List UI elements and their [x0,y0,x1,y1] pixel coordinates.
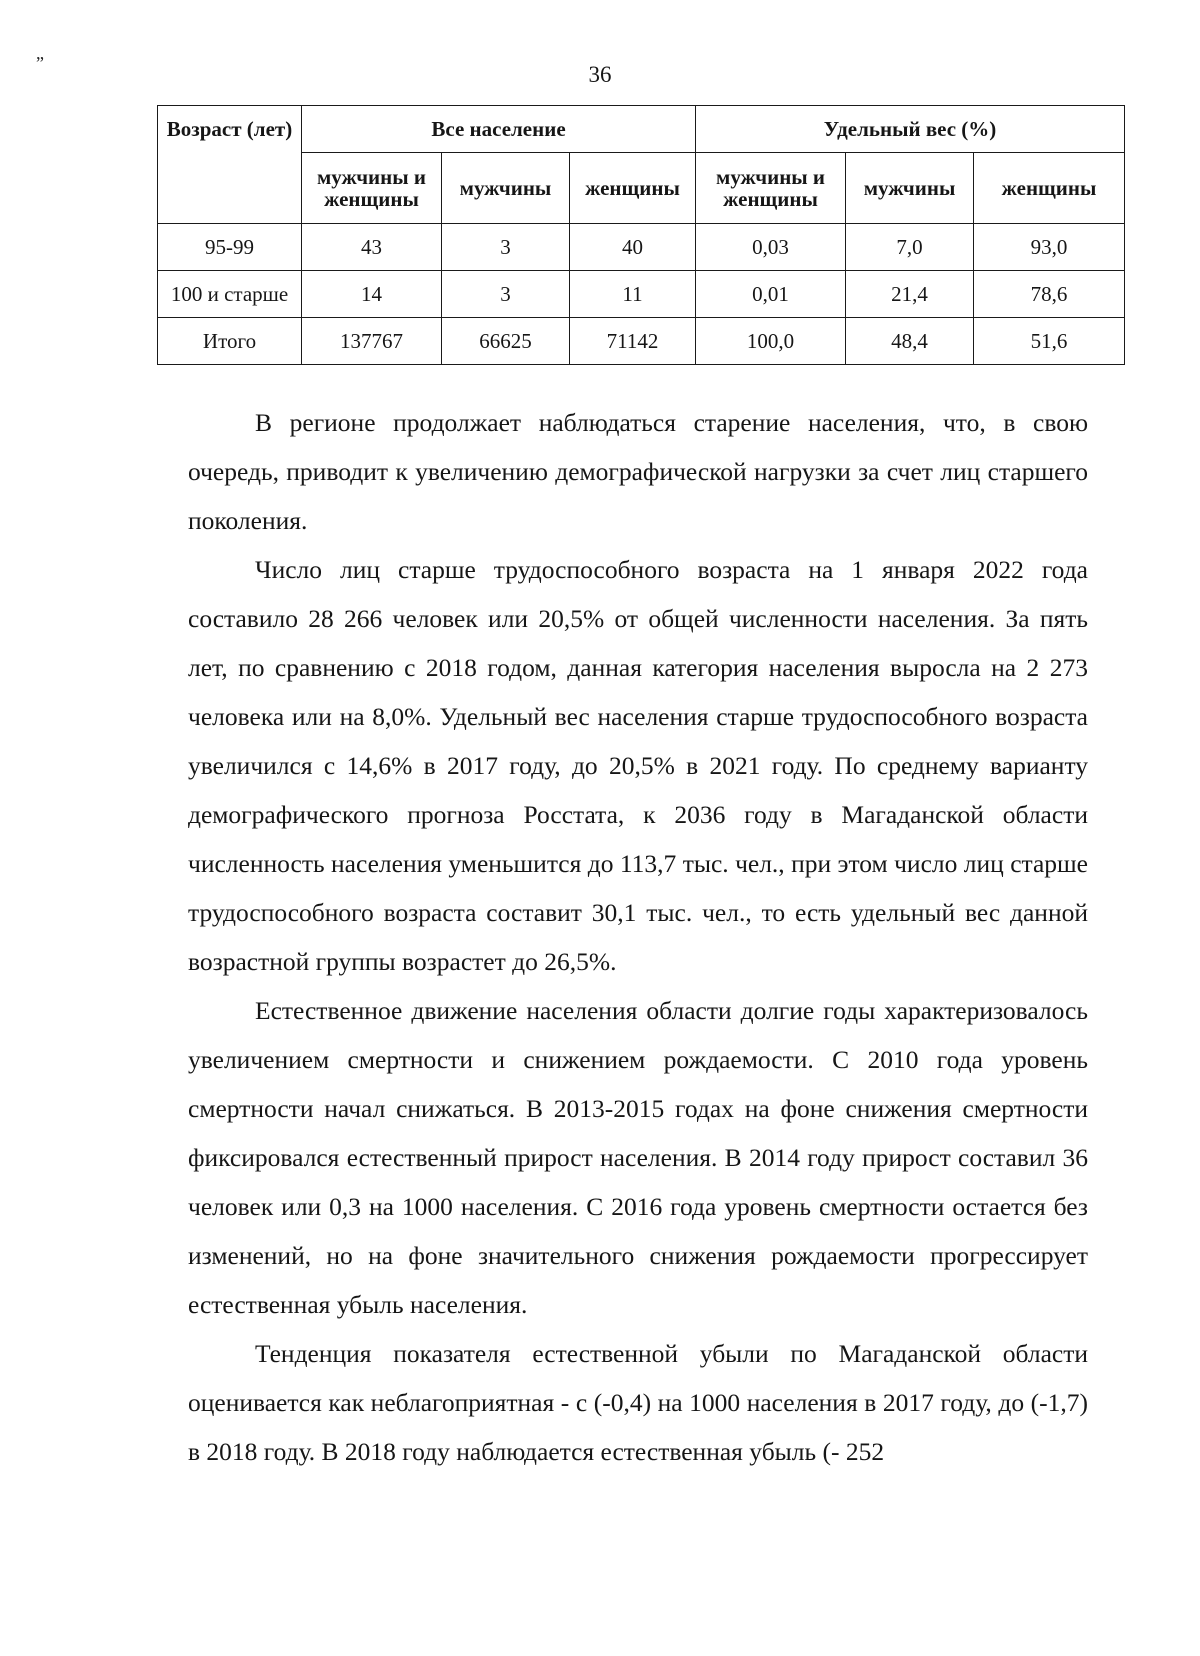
table-row-total [158,318,1125,365]
paragraph-natural-movement: Естественное движение населения области долгие годы характеризовалось увеличением смертности и снижением рождаемости. С 2010 года уровень смертности начал снижаться. В 2013-2015 годах на фоне снижения смертности фиксировался естественный прирост населения. В 2014 году прирост составил 36 человек или 0,3 на 1000 населения. С 2016 года уровень смертности остается без изменений, но на фоне значительного снижения рождаемости прогрессирует естественная убыль населения. [188,996,1088,1319]
header-share-both-sexes: мужчины и женщины [696,153,846,224]
table-cell: 66625 [442,318,570,365]
header-total-population: Все население [302,106,696,153]
paragraph-elderly-count: Число лиц старше трудоспособного возраста на 1 января 2022 года составило 28 266 человек или 20,5% от общей численности населения. За пять лет, по сравнению с 2018 годом, данная категория населения выросла на 2 273 человека или на 8,0%. Удельный вес населения старше трудоспособного возраста увеличился с 14,6% в 2017 году, до 20,5% в 2021 году. По среднему варианту демографического прогноза Росстата, к 2036 году в Магаданской области численность населения уменьшится до 113,7 тыс. чел., при этом число лиц старше трудоспособного возраста составит 30,1 тыс. чел., то есть удельный вес данной возрастной группы возрастет до 26,5%. [188,555,1088,976]
header-age: Возраст (лет) [158,106,302,224]
table-cell: 93,0 [974,224,1125,271]
population-table [157,105,1125,365]
paragraph-natural-decline: Тенденция показателя естественной убыли по Магаданской области оценивается как неблагоприятная - с (-0,4) на 1000 населения в 2017 году, до (-1,7) в 2018 году. В 2018 году наблюдается естественная убыль (- 252 [188,1339,1088,1466]
table-cell: 71142 [570,318,696,365]
table-cell: 40 [570,224,696,271]
page-number: 36 [588,62,612,87]
table-cell: 100 и старше [158,271,302,318]
table-cell: 51,6 [974,318,1125,365]
table-cell: Итого [158,318,302,365]
table-cell: 14 [302,271,442,318]
header-share-women: женщины [974,153,1125,224]
table-cell: 0,03 [696,224,846,271]
table-header-row [158,106,1125,153]
table-cell: 0,01 [696,271,846,318]
table-cell: 3 [442,224,570,271]
table-cell: 43 [302,224,442,271]
table-row [158,271,1125,318]
header-share: Удельный вес (%) [696,106,1125,153]
body-text [188,398,1088,1476]
table-cell: 78,6 [974,271,1125,318]
table-cell: 3 [442,271,570,318]
paragraph-aging: В регионе продолжает наблюдаться старение населения, что, в свою очередь, приводит к увеличению демографической нагрузки за счет лиц старшего поколения. [188,408,1088,535]
header-women: женщины [570,153,696,224]
table-cell: 137767 [302,318,442,365]
table-cell: 48,4 [846,318,974,365]
table-cell: 100,0 [696,318,846,365]
table-cell: 11 [570,271,696,318]
header-men: мужчины [442,153,570,224]
table-row [158,224,1125,271]
table-cell: 95-99 [158,224,302,271]
table-subheader-row [158,153,1125,224]
table-cell: 21,4 [846,271,974,318]
scan-mark: ” [36,53,44,73]
table-cell: 7,0 [846,224,974,271]
header-share-men: мужчины [846,153,974,224]
header-both-sexes: мужчины и женщины [302,153,442,224]
